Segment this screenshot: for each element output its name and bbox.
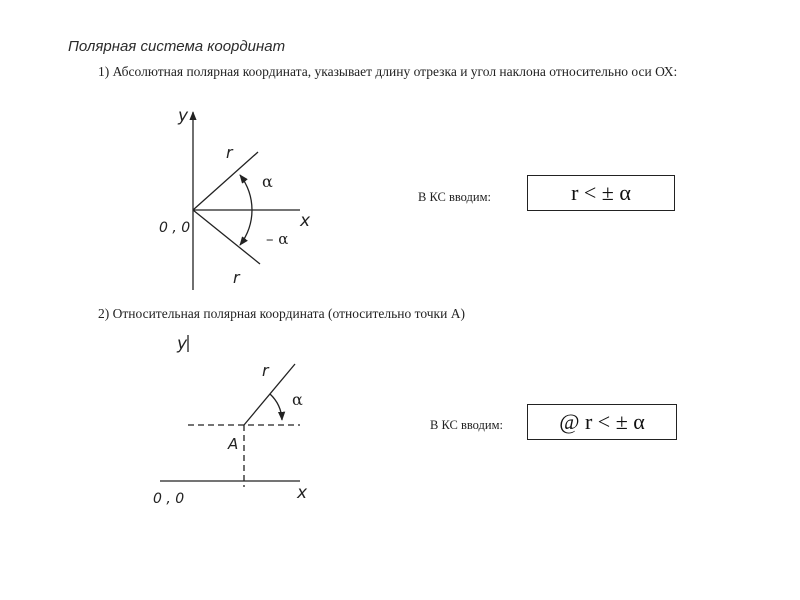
section2-description: 2) Относительная полярная координата (относительно точки А) (98, 306, 465, 321)
formula-box-absolute: r < ± α (527, 175, 675, 211)
x-axis-1-label: x (300, 211, 311, 231)
segment-r-down (193, 210, 260, 264)
r-bottom-label: r (233, 268, 240, 287)
formula-box-relative: @ r < ± α (527, 404, 677, 440)
y-axis-1-label: y (178, 106, 189, 126)
origin-2-label: 0 , 0 (153, 491, 185, 507)
angle-arc-negative (240, 210, 252, 245)
x-axis-2-label: x (297, 483, 308, 503)
angle-arc-relative (270, 394, 282, 420)
ks-label-2: В КС вводим: (430, 418, 503, 432)
alpha-relative-label: α (292, 390, 303, 409)
section1-description: 1) Абсолютная полярная координата, указывает длину отрезка и угол наклона относительно оси ОХ: (98, 64, 678, 79)
absolute-polar-diagram (159, 106, 311, 290)
y-axis-2-label: y (177, 334, 188, 354)
page-title: Полярная система координат (68, 38, 286, 55)
ks-label-1: В КС вводим: (418, 190, 491, 204)
alpha-label: α (262, 172, 273, 191)
point-a-label: A (228, 435, 239, 453)
r-top-label: r (226, 143, 233, 162)
relative-polar-diagram (153, 334, 308, 507)
origin-1-label: 0 , 0 (159, 220, 191, 236)
angle-arc-positive (240, 175, 252, 210)
r-relative-label: r (262, 361, 269, 380)
minus-alpha-label: – α (266, 230, 289, 248)
segment-r-relative (244, 364, 295, 425)
